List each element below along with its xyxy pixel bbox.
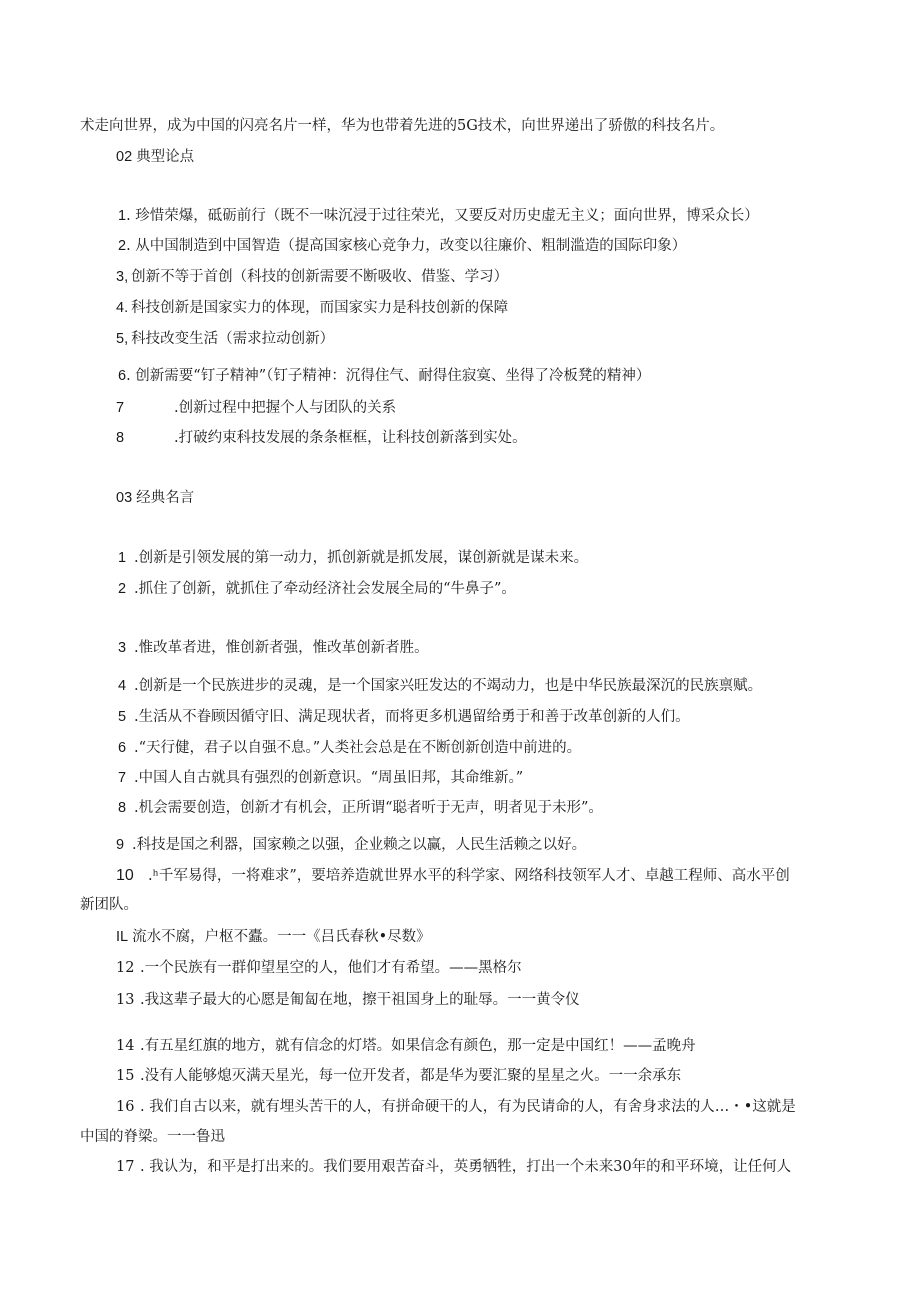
quote-item	[116, 990, 580, 1010]
quote-item	[116, 1036, 696, 1056]
point-text: 创新不等于首创（科技的创新需要不断吸收、借鉴、学习）	[131, 269, 509, 285]
point-text: 科技改变生活（需求拉动创新）	[131, 331, 335, 347]
quote-text: .惟改革者进，惟创新者强，惟改革创新者胜。	[134, 640, 429, 656]
point-item	[116, 267, 508, 287]
quote-item	[116, 958, 522, 978]
point-text: .创新过程中把握个人与团队的关系	[174, 400, 397, 416]
point-number: 2	[118, 238, 127, 254]
quote-number: 9	[116, 837, 125, 853]
quote-continuation: 中国的脊梁。一一鲁迅	[80, 1129, 225, 1145]
point-text: . 珍惜荣爆，砥砺前行（既不一味沉浸于过往荣光，又要反对历史虚无主义；面向世界，博采众长）	[126, 208, 759, 224]
quote-text: 流水不腐，户枢不蠹。一一《吕氏春秋•尽数》	[132, 929, 431, 945]
point-text: . 从中国制造到中国智造（提高国家核心竞争力，改变以往廉价、粗制滥造的国际印象）	[126, 238, 687, 254]
point-item	[116, 398, 396, 418]
quote-text: .生活从不眷顾因循守旧、满足现状者，而将更多机遇留给勇于和善于改革创新的人们。	[134, 709, 690, 725]
quote-text: .机会需要创造，创新才有机会，正所谓“聪者听于无声，明者见于未形”。	[134, 800, 603, 816]
quote-item	[118, 548, 588, 568]
quote-number: 16	[116, 1099, 135, 1115]
quote-text: .ʰ千军易得，一将难求”，要培养造就世界水平的科学家、网络科技领军人才、卓越工程师、高水平创	[148, 868, 790, 884]
quote-text: .创新是引领发展的第一动力，抓创新就是抓发展，谋创新就是谋未来。	[134, 550, 589, 566]
point-number: 6	[118, 368, 127, 384]
section-03-heading: 03 经典名言	[116, 490, 195, 506]
quote-item	[118, 579, 516, 599]
point-item	[116, 329, 334, 349]
quote-number: 3	[118, 640, 127, 656]
point-item	[116, 298, 508, 318]
point-text: .打破约束科技发展的条条框框，让科技创新落到实处。	[174, 430, 527, 446]
quote-text: .“天行健，君子以自强不息。”人类社会总是在不断创新创造中前进的。	[134, 740, 582, 756]
quote-number: 12	[116, 960, 135, 976]
point-number: 3,	[116, 269, 129, 285]
quote-text: .科技是国之利器，国家赖之以强，企业赖之以赢，人民生活赖之以好。	[132, 837, 587, 853]
quote-continuation: 新团队。	[80, 897, 138, 913]
quote-text: .抓住了创新，就抓住了牵动经济社会发展全局的“牛鼻子”。	[134, 581, 516, 597]
quote-number: 1	[118, 550, 127, 566]
quote-item	[118, 638, 429, 658]
quote-number: 6	[118, 740, 127, 756]
quote-item	[116, 1066, 681, 1086]
point-number: 7	[116, 400, 125, 416]
point-number: 5,	[116, 331, 129, 347]
quote-text: .中国人自古就具有强烈的创新意识。“周虽旧邦，其命维新。”	[134, 770, 524, 786]
quote-item	[118, 707, 690, 727]
quote-item	[116, 1097, 796, 1117]
quote-number: 4	[118, 678, 127, 694]
point-item	[118, 366, 650, 386]
quote-item	[116, 866, 790, 886]
point-number: 4.	[116, 300, 129, 316]
quote-number: 7	[118, 770, 127, 786]
quote-number: 10	[116, 867, 134, 884]
quote-text: .创新是一个民族进步的灵魂，是一个国家兴旺发达的不竭动力，也是中华民族最深沉的民族禀赋。	[134, 678, 763, 694]
intro-line: 术走向世界，成为中国的闪亮名片一样，华为也带着先进的5G技术，向世界递出了骄傲的科技名片。	[80, 118, 725, 134]
quote-number: 14	[116, 1038, 135, 1054]
point-item	[118, 236, 686, 256]
quote-text: . 我们自古以来，就有埋头苦干的人，有拼命硬干的人，有为民请命的人，有舍身求法的人…・•这就是	[140, 1099, 796, 1115]
point-number: 8	[116, 430, 125, 446]
point-item	[118, 206, 759, 226]
section-02-heading: 02 典型论点	[116, 149, 195, 165]
quote-text: .我这辈子最大的心愿是匍匐在地，擦干祖国身上的耻辱。一一黄令仪	[140, 992, 580, 1008]
quote-number: 15	[116, 1068, 135, 1084]
quote-number: IL	[116, 929, 129, 945]
quote-text: .有五星红旗的地方，就有信念的灯塔。如果信念有颜色，那一定是中国红！——孟晚舟	[140, 1038, 696, 1054]
quote-item	[118, 798, 603, 818]
quote-number: 17	[116, 1159, 135, 1175]
quote-item	[116, 1157, 791, 1177]
quote-item	[118, 768, 523, 788]
point-text: 科技创新是国家实力的体现，而国家实力是科技创新的保障	[131, 300, 509, 316]
quote-item	[118, 676, 762, 696]
quote-item	[116, 927, 431, 947]
quote-item	[116, 835, 586, 855]
point-item	[116, 428, 527, 448]
quote-number: 5	[118, 709, 127, 725]
quote-number: 13	[116, 992, 135, 1008]
quote-text: .一个民族有一群仰望星空的人，他们才有希望。——黑格尔	[140, 960, 522, 976]
quote-item	[118, 738, 581, 758]
quote-number: 2	[118, 581, 127, 597]
point-number: 1	[118, 208, 127, 224]
quote-text: . 我认为，和平是打出来的。我们要用艰苦奋斗，英勇牺牲，打出一个未来30年的和平环境，让任何人	[140, 1159, 792, 1175]
quote-number: 8	[118, 800, 127, 816]
quote-text: .没有人能够熄灭满天星光，每一位开发者，都是华为要汇聚的星星之火。一一余承东	[140, 1068, 682, 1084]
point-text: . 创新需要“钉子精神”（钉子精神：沉得住气、耐得住寂寞、坐得了冷板凳的精神）	[126, 368, 651, 384]
